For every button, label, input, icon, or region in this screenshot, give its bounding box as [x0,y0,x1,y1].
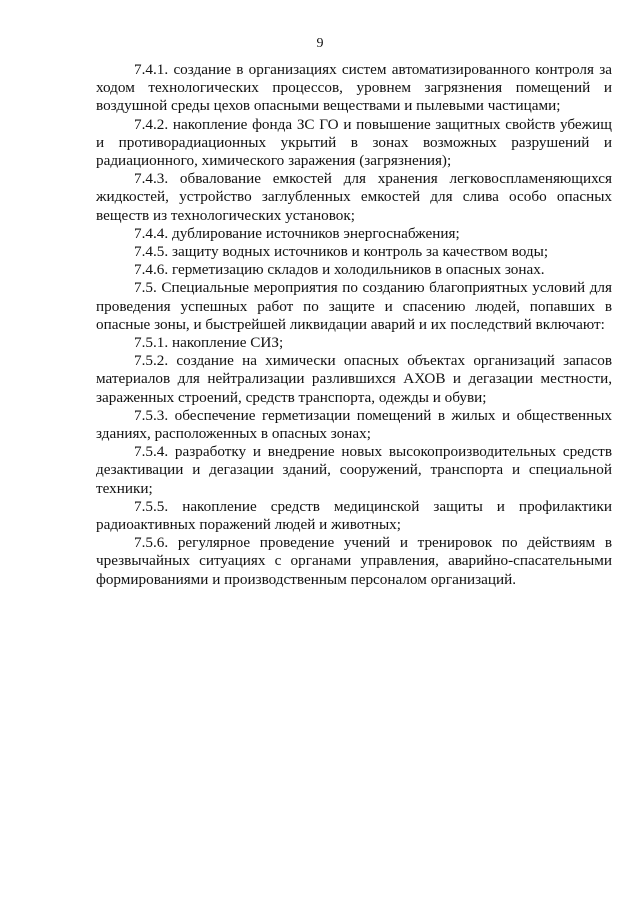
paragraph-7-4-6: 7.4.6. герметизацию складов и холодильников в опасных зонах. [134,261,545,279]
paragraph-7-5-1: 7.5.1. накопление СИЗ; [134,334,284,352]
paragraph-7-5-2: 7.5.2. создание на химически опасных объектах организаций запасов материалов для нейтрализации разлившихся АХОВ и дегазации местности, зараженных строений, средств транспорта, одежды и обуви; [96,352,612,406]
paragraph-7-4-5: 7.4.5. защиту водных источников и контроль за качеством воды; [134,243,549,261]
paragraph-7-4-2: 7.4.2. накопление фонда ЗС ГО и повышение защитных свойств убежищ и противорадиационных укрытий в зонах возможных разрушений и радиационного, химического заражения (загрязнения); [96,115,612,170]
paragraph-7-4-4: 7.4.4. дублирование источников энергоснабжения; [134,224,460,242]
paragraph-7-4-3: 7.4.3. обвалование емкостей для хранения легковоспламеняющихся жидкостей, устройство заглубленных емкостей для слива особо опасных веществ из технологических установок; [96,170,612,224]
paragraph-7-4-1: 7.4.1. создание в организациях систем автоматизированного контроля за ходом технологических процессов, уровнем загрязнения помещений и воздушной среды цехов опасными веществами и пылевыми частицами; [96,61,612,115]
paragraph-7-5-5: 7.5.5. накопление средств медицинской защиты и профилактики радиоактивных поражений людей и животных; [96,497,612,534]
paragraph-7-5-4: 7.5.4. разработку и внедрение новых высокопроизводительных средств дезактивации и дегазации зданий, сооружений, транспорта и специальной техники; [96,443,612,497]
paragraph-7-5: 7.5. Специальные мероприятия по созданию благоприятных условий для проведения успешных работ по защите и спасению людей, попавших в опасные зоны, и быстрейшей ликвидации аварий и их последствий включают: [96,279,612,333]
paragraph-7-5-3: 7.5.3. обеспечение герметизации помещений в жилых и общественных зданиях, расположенных в опасных зонах; [96,406,612,443]
paragraph-7-5-6: 7.5.6. регулярное проведение учений и тренировок по действиям в чрезвычайных ситуациях с органами управления, аварийно-спасательными формированиями и производственным персоналом организаций. [96,534,612,588]
page-number: 9 [316,36,324,51]
document-body [96,61,612,589]
